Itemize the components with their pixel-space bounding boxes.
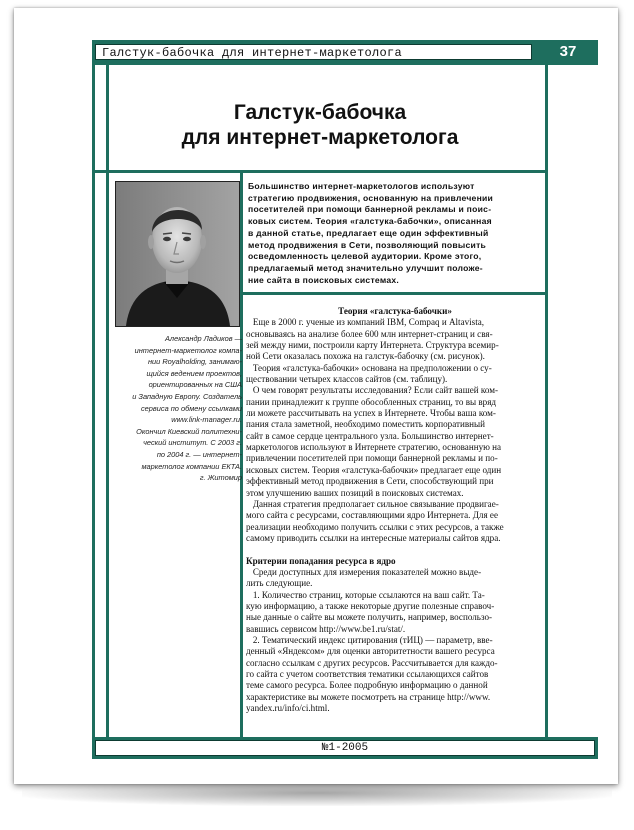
section-spacer xyxy=(246,544,544,555)
body-text-line: ли можете рассчитывать на успех в Интернете. Чтобы ваша ком- xyxy=(246,408,496,419)
body-text-line: мого сайта с ресурсами, составляющими ядро Интернета. Для ее xyxy=(246,510,498,521)
body-text-line: Еще в 2000 г. ученые из компаний IBM, Compaq и Altavista, xyxy=(246,317,485,328)
body-text-line: го сайта с учетом соответствия тематики ссылающихся сайтов xyxy=(246,669,489,679)
body-text-line: эффективный метод продвижения в Сети, способствующий при xyxy=(246,476,494,487)
article-title-line: для интернет-маркетолога xyxy=(181,126,459,149)
body-text-line: 1. Количество страниц, которые ссылаются на ваш сайт. Та- xyxy=(246,589,485,600)
body-text-line: этом улучшению ваших позиций в поисковых системах. xyxy=(246,487,464,498)
body-text-line: yandex.ru/info/ci.html. xyxy=(246,703,330,714)
body-text-line: 2. Тематический индекс цитирования (тИЦ) — параметр, вве- xyxy=(246,634,493,645)
lead-line: стратегию продвижения, основанную на привлечении xyxy=(248,192,494,203)
frame-rule-right xyxy=(545,65,548,745)
section-heading: Теория «галстука-бабочки» xyxy=(338,306,452,316)
caption-line: www.link-manager.ru. xyxy=(171,415,242,425)
running-header xyxy=(92,40,598,65)
body-text-line: Среди доступных для измерения показателей можно выде- xyxy=(246,566,482,577)
caption-line: г. Житомир xyxy=(199,473,242,483)
lead-line: ние сайта в поисковых системах. xyxy=(248,274,400,285)
caption-line: Окончил Киевский политехни- xyxy=(136,426,242,436)
body-text-line: пании принадлежит к группе обособленных страниц, то вы вряд xyxy=(246,396,497,407)
lead-line: метод продвижения в Сети, позволяющий повысить xyxy=(248,239,487,250)
caption-line: сервиса по обмену ссылками xyxy=(140,403,242,413)
body-text-line: зей между ними, построили карту Интернета. Структура всемир- xyxy=(246,340,499,351)
caption-line: щийся ведением проектов, xyxy=(146,368,242,378)
body-text-line: характеристике вы можете посмотреть на странице http://www. xyxy=(246,691,491,702)
caption-line: маркетолог компании ЕКТА. xyxy=(141,461,242,471)
section-2-text xyxy=(246,567,544,714)
page-number: 37 xyxy=(559,43,577,60)
caption-line: ческий институт. С 2003 г. xyxy=(143,438,242,448)
running-title: Галстук-бабочка для интернет-маркетолога xyxy=(95,44,532,60)
magazine-page xyxy=(14,8,618,784)
body-text-line: ные данные о сайте вы можете получить, например, воспользо- xyxy=(246,612,493,623)
section-1-text xyxy=(246,317,544,544)
body-text-line: реализации необходимо получить ссылки с этих ресурсов, а также xyxy=(246,521,504,532)
lead-line: в данной статье, предлагает еще один эффективный xyxy=(248,227,489,238)
issue-number: №1-2005 xyxy=(95,740,595,756)
lead-line: осведомленность целевой аудитории. Кроме этого, xyxy=(248,251,482,262)
body-text-line: маркетологов используют в Интернете стратегию, основанную на xyxy=(246,442,502,453)
author-caption xyxy=(92,333,242,484)
caption-line: нии Royalholding, занимаю- xyxy=(147,357,242,367)
author-portrait-image xyxy=(116,182,239,326)
running-footer xyxy=(92,737,598,759)
article-lead xyxy=(248,181,548,286)
caption-line: и Западную Европу. Создатель xyxy=(132,391,242,401)
body-text-line: ществовании четырех классов сайтов (см. таблицу). xyxy=(246,374,448,385)
section-heading: Критерии попадания ресурса в ядро xyxy=(246,555,396,566)
body-text-line: Теория «галстука-бабочки» основана на предположении о су- xyxy=(246,362,492,373)
frame-rule-title-bottom xyxy=(92,170,548,173)
body-text-line: самому приводить ссылки на интересные материалы сайтов ядра. xyxy=(246,532,501,543)
body-text-line: кую информацию, а также некоторые другие полезные справоч- xyxy=(246,600,495,611)
caption-line: интернет-маркетолог компа- xyxy=(134,345,242,355)
article-title xyxy=(95,100,545,150)
body-text-line: теме самого ресурса. Более подробную информацию о данной xyxy=(246,680,488,691)
caption-line: Александр Ладиков — xyxy=(164,334,242,343)
caption-line: ориентированных на США xyxy=(148,380,242,390)
caption-line: по 2004 г. — интернет- xyxy=(156,449,242,459)
lead-line: посетителей при помощи баннерной рекламы и поис- xyxy=(248,204,492,215)
body-text-line: лить следующие. xyxy=(246,578,313,589)
body-text-line: денный «Яндексом» для оценки авторитетности вашего ресурса xyxy=(246,646,495,657)
lead-line: ковых систем. Теория «галстука-бабочки», описанная xyxy=(248,216,492,227)
body-text-line: привлечении посетителей при помощи баннерной рекламы и по- xyxy=(246,453,498,464)
body-text-line: основываясь на анализе более 600 млн интернет-страниц и свя- xyxy=(246,328,493,339)
body-text-line: сайт в самое сердце центрального узла. Большинство интернет- xyxy=(246,430,494,441)
body-text-line: ной Сети оказалась похожа на галстук-бабочку (см. рисунок). xyxy=(246,351,485,362)
body-text-line: О чем говорят результаты исследования? Если сайт вашей ком- xyxy=(246,385,498,396)
author-photo xyxy=(115,181,240,327)
body-text-line: Данная стратегия предполагает сильное связывание продвигае- xyxy=(246,498,499,509)
lead-line: предлагаемый метод значительно улучшит положе- xyxy=(248,262,483,273)
body-text-line: пания стала заметной, необходимо поместить корпоративный xyxy=(246,419,485,430)
body-text-line: вавшись сервисом http://www.be1.ru/stat/. xyxy=(246,623,406,634)
article-body xyxy=(246,306,544,714)
article-title-line: Галстук-бабочка xyxy=(233,101,407,124)
body-text-line: согласно ссылкам с других ресурсов. Рассчитывается для каждо- xyxy=(246,657,498,668)
frame-rule-lead-bottom xyxy=(240,292,548,295)
lead-line: Большинство интернет-маркетологов используют xyxy=(248,181,475,191)
body-text-line: исковых систем. Теория «галстука-бабочки» предлагает еще один xyxy=(246,464,502,475)
